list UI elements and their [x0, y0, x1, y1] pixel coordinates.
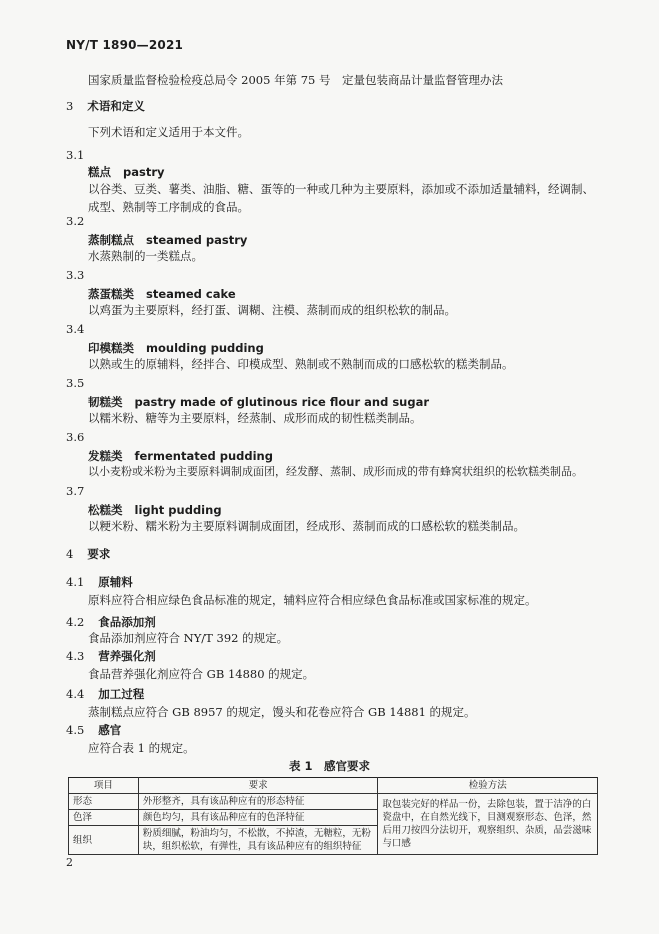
term-number: 3.4 — [66, 322, 85, 336]
req-title: 食品添加剂 — [98, 615, 156, 629]
term-en: pastry made of glutinous rice flour and sugar — [134, 395, 430, 409]
term-definition: 以粳米粉、糯米粉为主要原料调制成面团，经成形、蒸制而成的口感松软的糕类制品。 — [88, 519, 525, 533]
term-definition: 以谷类、豆类、薯类、油脂、糖、蛋等的一种或几种为主要原料，添加或不添加适量辅料，经调制、成型、熟制等工序制成的食品。 — [88, 182, 594, 214]
req-title: 营养强化剂 — [98, 649, 156, 663]
term-en: fermentated pudding — [134, 449, 273, 463]
req-title: 加工过程 — [98, 687, 145, 701]
req-title: 原辅料 — [98, 575, 133, 589]
col-header-requirement: 要求 — [138, 778, 378, 794]
req-number: 4.1 — [66, 575, 85, 589]
term-title — [88, 340, 264, 356]
term-zh: 蒸制糕点 — [88, 233, 134, 247]
req-number: 4.2 — [66, 615, 85, 629]
cell-requirement: 颜色均匀，具有该品种应有的色泽特征 — [138, 810, 378, 826]
req-heading — [66, 574, 133, 590]
req-text: 食品营养强化剂应符合 GB 14880 的规定。 — [88, 667, 315, 681]
sensory-requirements-table — [68, 777, 598, 855]
term-zh: 蒸蛋糕类 — [88, 287, 134, 301]
cell-item: 组织 — [69, 826, 139, 855]
term-en: steamed cake — [146, 287, 236, 301]
section-3-intro: 下列术语和定义适用于本文件。 — [88, 125, 249, 139]
req-text: 蒸制糕点应符合 GB 8957 的规定，馒头和花卷应符合 GB 14881 的规定。 — [88, 705, 476, 719]
normative-reference-line: 国家质量监督检验检疫总局令 2005 年第 75 号 定量包装商品计量监督管理办法 — [88, 73, 504, 87]
section-number: 4 — [66, 547, 74, 561]
table-caption: 表 1 感官要求 — [288, 759, 370, 773]
term-definition: 以熟或生的原辅料，经拌合、印模成型、熟制或不熟制而成的口感松软的糕类制品。 — [88, 357, 514, 371]
term-zh: 糕点 — [88, 165, 111, 179]
term-title — [88, 448, 273, 464]
standard-code-header: NY/T 1890—2021 — [66, 38, 184, 52]
term-definition: 以小麦粉或米粉为主要原料调制成面团，经发酵、蒸制、成形而成的带有蜂窝状组织的松软糕类制品。 — [88, 465, 583, 478]
term-zh: 韧糕类 — [88, 395, 123, 409]
cell-item: 色泽 — [69, 810, 139, 826]
req-number: 4.3 — [66, 649, 85, 663]
req-title: 感官 — [98, 723, 122, 737]
section-title: 要求 — [87, 547, 111, 561]
req-text: 食品添加剂应符合 NY/T 392 的规定。 — [88, 631, 289, 645]
page-number: 2 — [66, 856, 73, 869]
term-number: 3.1 — [66, 148, 85, 162]
cell-method: 取包装完好的样品一份，去除包装，置于洁净的白瓷盘中，在自然光线下，目测观察形态、色泽，然后用刀按四分法切开，观察组织、杂质，品尝滋味与口感 — [378, 794, 598, 855]
term-en: light pudding — [134, 503, 222, 517]
term-number: 3.7 — [66, 484, 85, 498]
table-row — [69, 794, 598, 810]
cell-item: 形态 — [69, 794, 139, 810]
term-definition: 水蒸熟制的一类糕点。 — [88, 249, 203, 263]
term-number: 3.2 — [66, 214, 85, 228]
term-definition: 以鸡蛋为主要原料，经打蛋、调糊、注模、蒸制而成的组织松软的制品。 — [88, 303, 456, 317]
req-heading — [66, 686, 144, 702]
term-title — [88, 232, 247, 248]
req-heading — [66, 722, 121, 738]
section-title: 术语和定义 — [87, 99, 145, 113]
cell-requirement: 外形整齐，具有该品种应有的形态特征 — [138, 794, 378, 810]
table-header-row — [69, 778, 598, 794]
term-en: moulding pudding — [146, 341, 264, 355]
term-title — [88, 164, 165, 180]
term-number: 3.6 — [66, 430, 85, 444]
req-number: 4.4 — [66, 687, 85, 701]
term-number: 3.5 — [66, 376, 85, 390]
term-zh: 松糕类 — [88, 503, 123, 517]
term-zh: 发糕类 — [88, 449, 123, 463]
cell-requirement: 粉质细腻，粉油均匀，不松散，不掉渣，无糖粒，无粉块，组织松软，有弹性，具有该品种应有的组织特征 — [138, 826, 378, 855]
section-number: 3 — [66, 99, 74, 113]
section-3-heading — [66, 98, 145, 114]
req-text: 原料应符合相应绿色食品标准的规定，辅料应符合相应绿色食品标准或国家标准的规定。 — [88, 593, 537, 607]
col-header-method: 检验方法 — [378, 778, 598, 794]
term-en: pastry — [123, 165, 165, 179]
term-title — [88, 286, 236, 302]
section-4-heading — [66, 546, 110, 562]
col-header-item: 项目 — [69, 778, 139, 794]
term-title — [88, 502, 222, 518]
term-number: 3.3 — [66, 268, 85, 282]
req-number: 4.5 — [66, 723, 85, 737]
req-heading — [66, 648, 156, 664]
term-title — [88, 394, 429, 410]
req-text: 应符合表 1 的规定。 — [88, 741, 195, 755]
req-heading — [66, 614, 156, 630]
term-definition: 以糯米粉、糖等为主要原料，经蒸制、成形而成的韧性糕类制品。 — [88, 411, 422, 425]
term-en: steamed pastry — [146, 233, 248, 247]
term-zh: 印模糕类 — [88, 341, 134, 355]
